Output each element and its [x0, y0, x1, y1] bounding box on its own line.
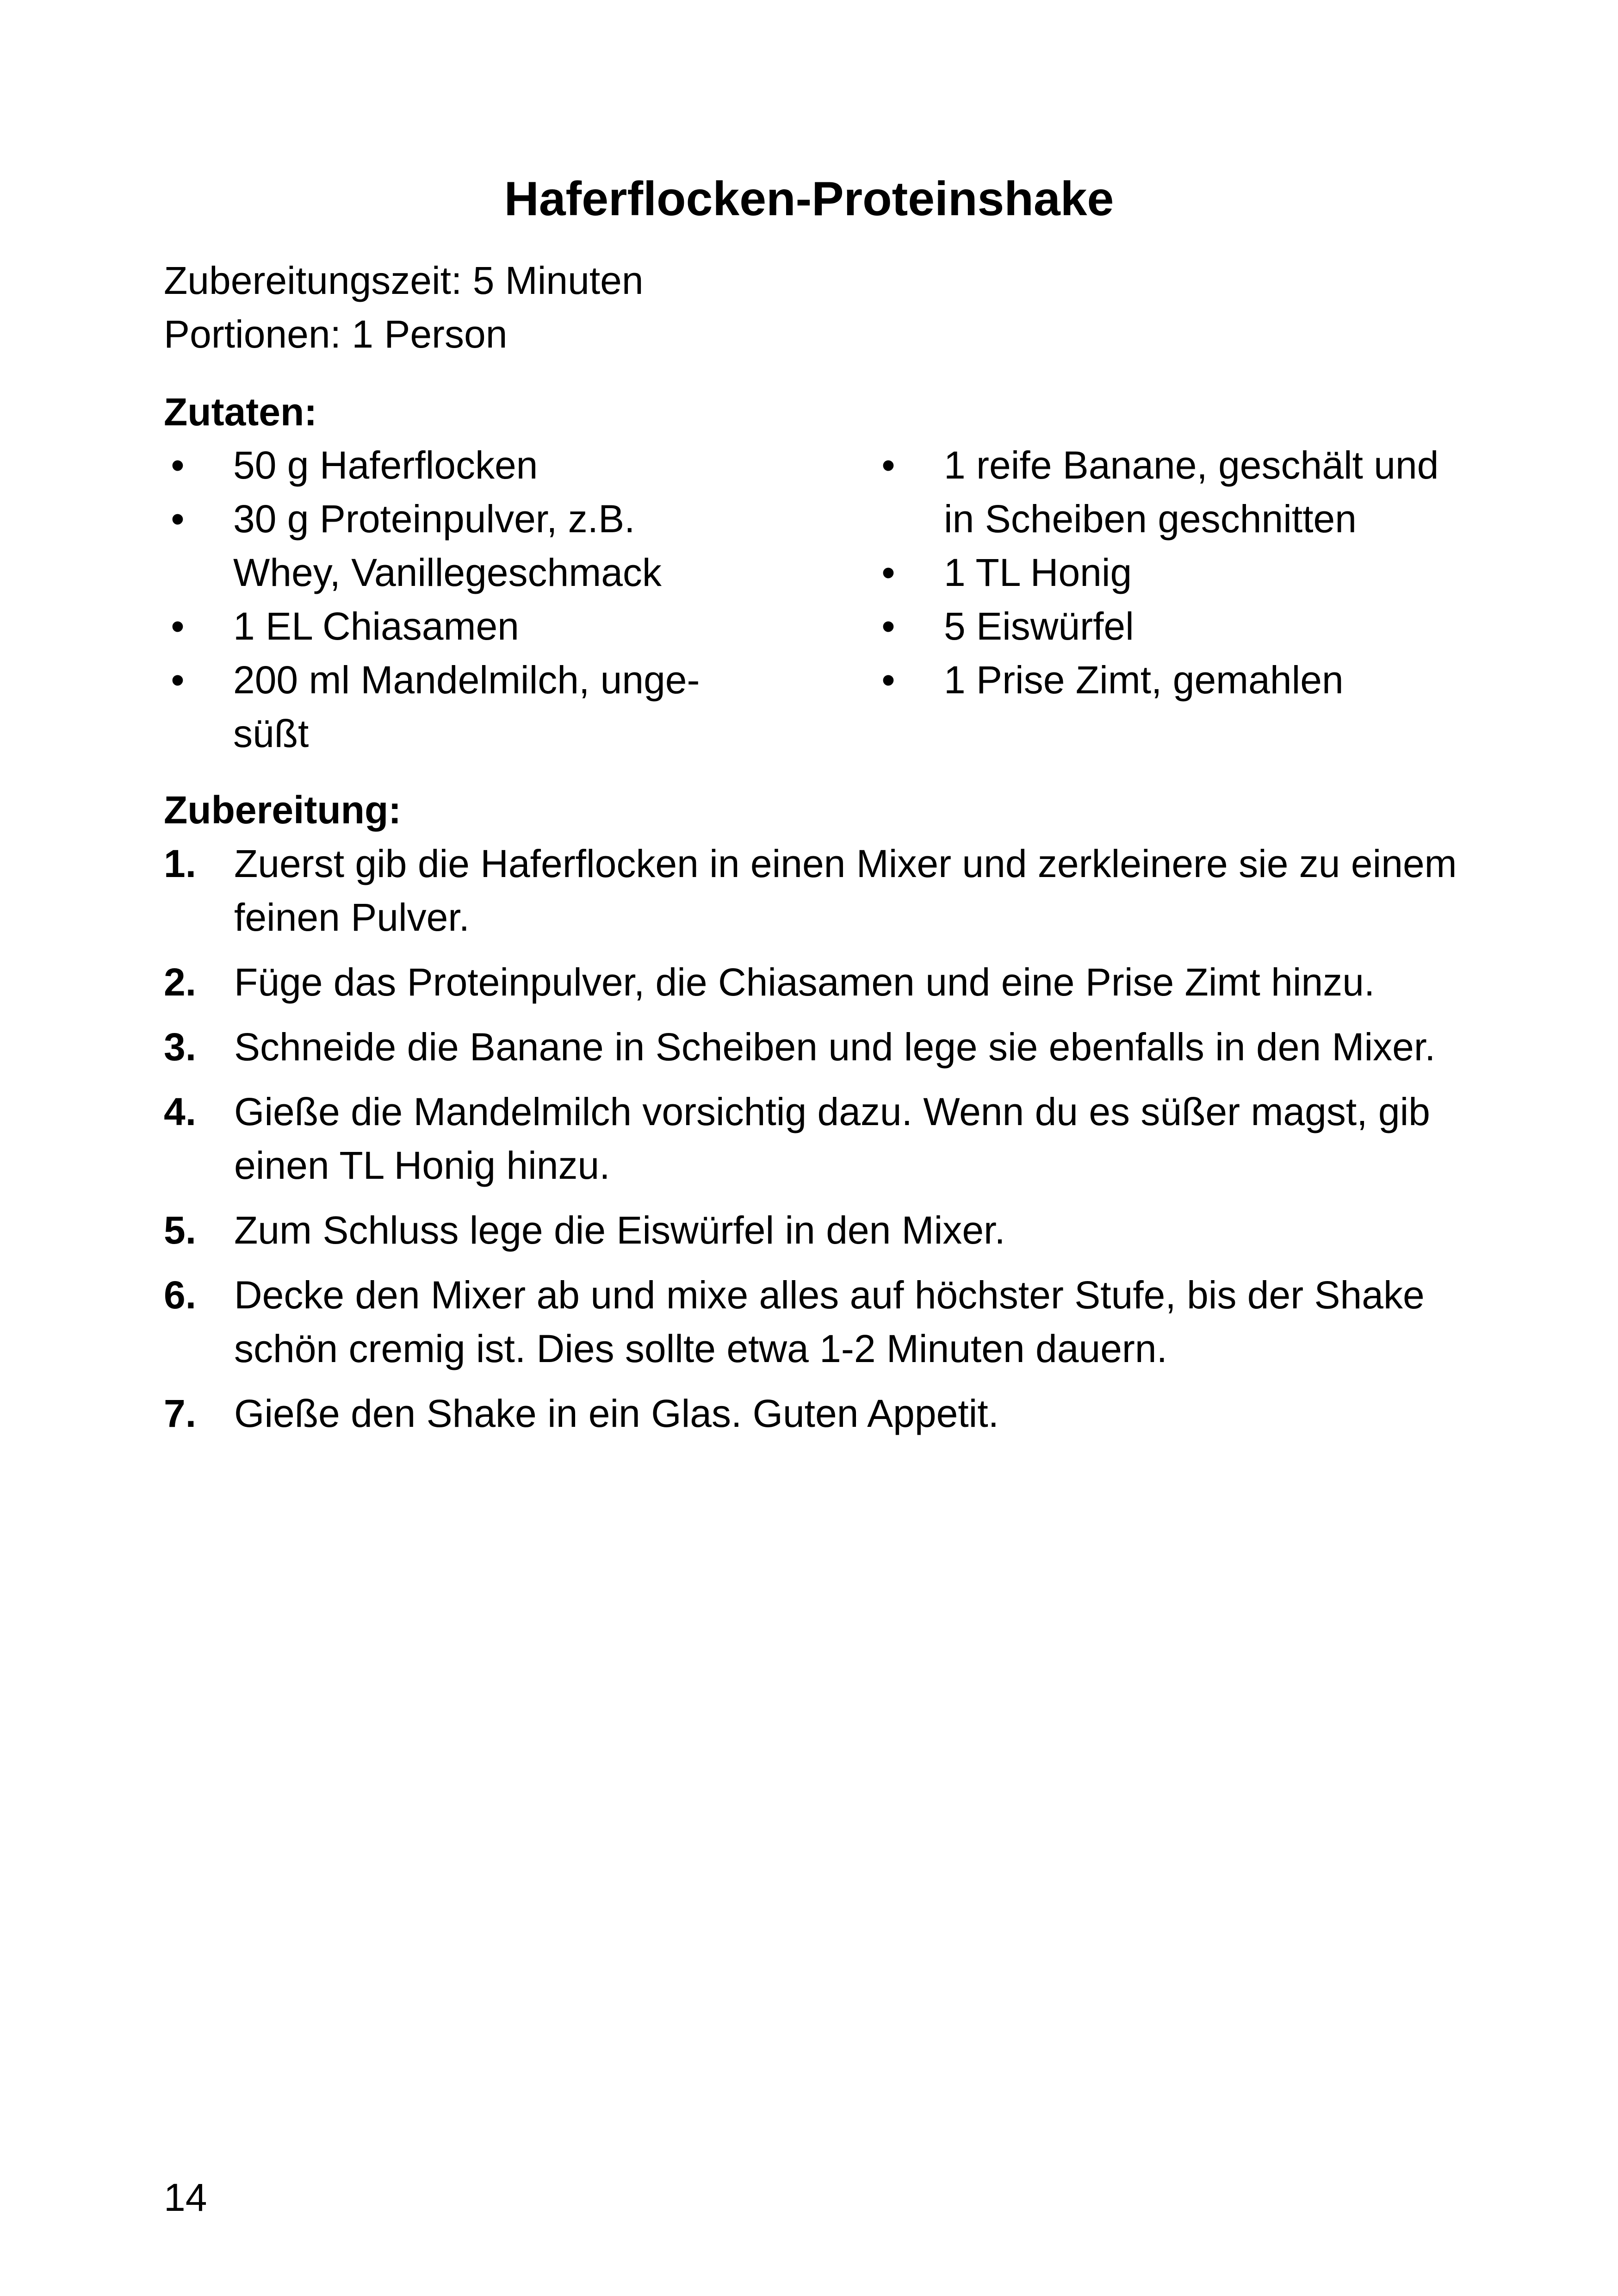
- ingredient-text: 1 EL Chiasamen: [233, 604, 519, 648]
- bullet-icon: •: [171, 658, 185, 702]
- bullet-icon: •: [171, 497, 185, 541]
- step-text: Gieße den Shake in ein Glas. Guten Appetit.: [234, 1392, 999, 1435]
- page-number: 14: [164, 2176, 207, 2219]
- steps-heading: Zubereitung:: [164, 788, 402, 832]
- ingredients-list-left: [164, 438, 742, 760]
- bullet-icon: •: [881, 551, 895, 594]
- ingredient-item: [164, 438, 742, 492]
- step-text: Decke den Mixer ab und mixe alles auf höchster Stufe, bis der Shake schön cremig ist. Dies sollte etwa 1-2 Minuten dauern.: [234, 1273, 1425, 1370]
- ingredients-heading: Zutaten:: [164, 390, 317, 434]
- ingredient-item: [874, 438, 1476, 546]
- step-text: Gieße die Mandelmilch vorsichtig dazu. Wenn du es süßer magst, gib einen TL Honig hinzu.: [234, 1090, 1430, 1187]
- ingredient-text: 5 Eiswürfel: [944, 604, 1134, 648]
- step-text: Füge das Proteinpulver, die Chiasamen und eine Prise Zimt hinzu.: [234, 960, 1375, 1004]
- step-number: 4.: [164, 1090, 197, 1133]
- step-item: [164, 955, 1459, 1009]
- prep-time: Zubereitungszeit: 5 Minuten: [164, 259, 644, 302]
- step-number: 5.: [164, 1208, 197, 1252]
- ingredient-item: [164, 599, 742, 653]
- step-number: 6.: [164, 1273, 197, 1317]
- step-number: 7.: [164, 1392, 197, 1435]
- ingredient-item: [874, 599, 1476, 653]
- bullet-icon: •: [881, 604, 895, 648]
- page-title: Haferflocken-Proteinshake: [504, 172, 1114, 226]
- step-item: [164, 1020, 1459, 1074]
- recipe-meta: [164, 254, 644, 361]
- step-text: Schneide die Banane in Scheiben und lege sie ebenfalls in den Mixer.: [234, 1025, 1436, 1069]
- ingredient-text: 30 g Proteinpulver, z.B. Whey, Vanillegeschmack: [233, 497, 662, 594]
- step-text: Zuerst gib die Haferflocken in einen Mixer und zerkleinere sie zu einem feinen Pulver.: [234, 842, 1457, 939]
- step-item: [164, 837, 1459, 944]
- ingredient-text: 200 ml Mandelmilch, ungesüßt: [233, 658, 700, 755]
- bullet-icon: •: [171, 604, 185, 648]
- ingredient-text: 1 TL Honig: [944, 551, 1132, 594]
- step-item: [164, 1268, 1459, 1375]
- servings: Portionen: 1 Person: [164, 312, 508, 356]
- step-text: Zum Schluss lege die Eiswürfel in den Mixer.: [234, 1208, 1005, 1252]
- steps-list: [164, 837, 1459, 1451]
- ingredient-text: 50 g Haferflocken: [233, 443, 538, 487]
- step-item: [164, 1387, 1459, 1440]
- ingredient-item: [874, 546, 1476, 599]
- step-number: 2.: [164, 960, 197, 1004]
- step-number: 1.: [164, 842, 197, 885]
- ingredient-item: [164, 653, 742, 760]
- ingredient-text: 1 reife Banane, geschält und in Scheiben geschnitten: [944, 443, 1439, 541]
- bullet-icon: •: [881, 443, 895, 487]
- step-number: 3.: [164, 1025, 197, 1069]
- ingredient-text: 1 Prise Zimt, gemahlen: [944, 658, 1344, 702]
- ingredient-item: [874, 653, 1476, 707]
- step-item: [164, 1203, 1459, 1257]
- ingredients-list-right: [874, 438, 1476, 707]
- bullet-icon: •: [881, 658, 895, 702]
- step-item: [164, 1085, 1459, 1192]
- ingredient-item: [164, 492, 742, 599]
- bullet-icon: •: [171, 443, 185, 487]
